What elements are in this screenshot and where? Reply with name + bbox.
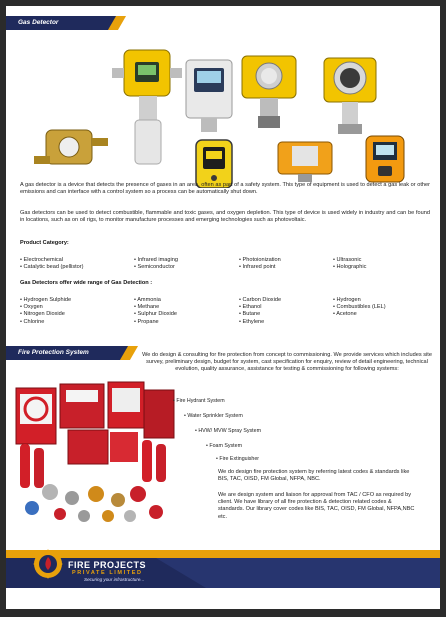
gas-column-4 xyxy=(333,297,386,319)
gas-detector-product-images xyxy=(16,38,436,188)
section-title: Gas Detector xyxy=(18,19,59,26)
gas-detector-image-5 xyxy=(34,130,108,164)
gas-item: • Carbon Dioxide xyxy=(239,297,282,303)
section-header-fire-protection xyxy=(6,346,128,360)
gas-item: • Methane xyxy=(134,304,160,311)
product-category-heading: Product Category: xyxy=(20,240,69,246)
category-column-1 xyxy=(20,257,84,271)
system-list-item-extinguisher: • Fire Extinguisher xyxy=(216,456,260,462)
category-column-2 xyxy=(134,257,178,271)
category-item: • Photoionization xyxy=(239,257,281,263)
system-list-item-fire-hydrant: • Fire Hydrant System xyxy=(173,398,225,404)
gas-detector-image-8 xyxy=(366,136,404,182)
gas-item: • Propane xyxy=(134,318,159,325)
category-item: • Electrochemical xyxy=(20,257,63,263)
gas-range-heading: Gas Detectors offer wide range of Gas Detection : xyxy=(20,280,153,286)
gas-item: • Chlorine xyxy=(20,318,45,325)
system-list-item-water-sprinkler: • Water Sprinkler System xyxy=(184,413,243,419)
system-list-item-foam: • Foam System xyxy=(206,443,242,449)
gas-column-1 xyxy=(20,297,71,326)
gas-item: • Butane xyxy=(239,311,261,318)
system-list-item-spray: • HVW/ MVW Spray System xyxy=(195,428,262,434)
gas-item: • Ethanol xyxy=(239,304,262,311)
gas-detector-image-1 xyxy=(112,50,182,164)
section-header-gas-detector xyxy=(6,16,116,30)
fire-intro: We do design & consulting for fire protection from concept to commissioning. We provide services which includes site survey, preliminary design, budget for system, cast specification for enquiry, review of detail engineering, technical evolution, quality assurance, assistance for testing & commissioning for following systems: xyxy=(142,352,432,373)
gas-item: • Combustibles (LEL) xyxy=(333,304,386,311)
category-item: • Infrared point xyxy=(239,264,276,271)
gas-column-2 xyxy=(134,297,177,326)
gas-detector-uses: Gas detectors can be used to detect combustible, flammable and toxic gases, and oxygen depletion. This type of device is used widely in industry and can be found in locations, such as on oil rigs, to monitor manufacture processes and emerging technologies such as photovoltaic. xyxy=(20,210,430,224)
gas-detector-image-6 xyxy=(196,140,232,188)
fire-equipment-image xyxy=(10,372,178,526)
gas-item: • Hydrogen xyxy=(333,297,361,303)
gas-item: • Acetone xyxy=(333,311,357,318)
gas-detector-image-2 xyxy=(186,60,232,132)
category-column-4 xyxy=(333,257,366,271)
gas-detector-image-3 xyxy=(242,56,296,128)
brochure-page xyxy=(6,6,440,609)
gas-item: • Sulphur Dioxide xyxy=(134,311,178,318)
gas-detector-image-7 xyxy=(278,142,332,182)
category-item: • Catalytic bead (pellistor) xyxy=(20,264,84,271)
company-logo-gear-icon xyxy=(30,546,66,582)
company-tagline: Securing your infrastructure... xyxy=(84,577,145,582)
category-column-3 xyxy=(239,257,281,271)
fire-design-standards: We do design fire protection system by referring latest codes & standards like BIS, TAC, OISD, FM Global, NFPA, NBC. xyxy=(218,469,410,483)
category-item: • Infrared imaging xyxy=(134,257,178,263)
gas-item: • Hydrogen Sulphide xyxy=(20,297,72,303)
gas-item: • Ammonia xyxy=(134,297,161,303)
category-item: • Semiconductor xyxy=(134,264,175,271)
gas-item: • Oxygen xyxy=(20,304,43,311)
company-name: FIRE PROJECTS xyxy=(68,560,147,570)
company-suffix: PRIVATE LIMITED xyxy=(72,570,143,576)
gas-column-3 xyxy=(239,297,281,326)
fire-liaison-approval: We are design system and liaison for approval from TAC / CFO as required by client. We have library of all fire protection & detection related codes & standards. Our library cover codes like BIS, TAC, OISD, FM Global, NFPA,NBC etc. xyxy=(218,492,415,520)
gas-detector-image-4 xyxy=(324,58,376,134)
gas-detector-intro: A gas detector is a device that detects the presence of gases in an area, often as part of a safety system. This type of equipment is used to detect a gas leak or other emissions and can interface with a control system so a process can be automatically shut down. xyxy=(20,182,430,196)
gas-item: • Nitrogen Dioxide xyxy=(20,311,65,318)
category-item: • Ultrasonic xyxy=(333,257,362,263)
section-title: Fire Protection System xyxy=(18,349,89,356)
category-item: • Holographic xyxy=(333,264,367,271)
gas-item: • Ethylene xyxy=(239,318,265,325)
